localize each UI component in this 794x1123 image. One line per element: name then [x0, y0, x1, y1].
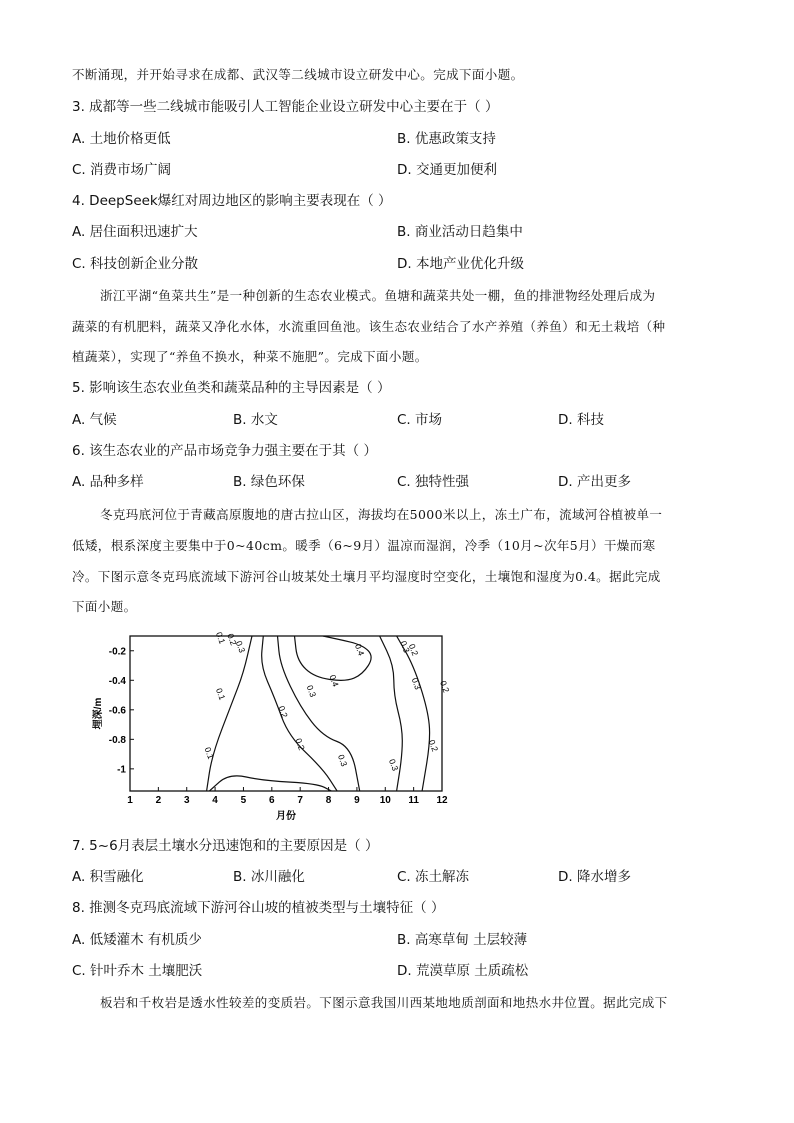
- q5-stem: 5. 影响该生态农业鱼类和蔬菜品种的主导因素是（ ）: [72, 380, 391, 396]
- contour-line-0.1: [209, 776, 331, 791]
- x-axis-label: 月份: [276, 811, 296, 822]
- contour-label: 0.3: [409, 676, 424, 691]
- x-tick-label: 1: [127, 795, 133, 806]
- q3-option-d: D. 交通更加便利: [397, 162, 497, 178]
- x-tick-label: 5: [240, 795, 247, 806]
- q7-stem: 7. 5~6月表层土壤水分迅速饱和的主要原因是（ ）: [72, 838, 379, 854]
- contour-label: 0.3: [233, 639, 248, 655]
- q3-stem: 3. 成都等一些二线城市能吸引人工智能企业设立研发中心主要在于（ ）: [72, 99, 499, 115]
- q4-option-c: C. 科技创新企业分散: [72, 256, 199, 272]
- contour-label: 0.2: [276, 704, 290, 720]
- passage3-line-3: 冷。下图示意冬克玛底流域下游河谷山坡某处土壤月平均湿度时空变化，土壤饱和湿度为0.4。据此完成: [72, 569, 661, 584]
- x-tick-label: 12: [436, 795, 448, 806]
- x-tick-label: 4: [212, 795, 218, 806]
- passage3-line-1: 冬克玛底河位于青藏高原腹地的唐古拉山区，海拔均在5000米以上，冻土广布，流域河谷植被单一: [100, 507, 663, 522]
- passage3-line-2: 低矮，根系深度主要集中于0~40cm。暖季（6~9月）温凉而湿润，冷季（10月~次年5月）干燥而寒: [72, 538, 656, 553]
- q5-option-a: A. 气候: [72, 412, 117, 428]
- contour-label: 0.3: [335, 753, 350, 768]
- q5-option-b: B. 水文: [233, 412, 278, 428]
- q4-option-a: A. 居住面积迅速扩大: [72, 224, 198, 240]
- y-tick-label: -0.6: [108, 705, 126, 717]
- passage2-line-2: 蔬菜的有机肥料，蔬菜又净化水体，水流重回鱼池。该生态农业结合了水产养殖（养鱼）和无土栽培（种: [72, 319, 666, 334]
- x-tick-label: 10: [379, 795, 391, 806]
- q6-option-a: A. 品种多样: [72, 474, 144, 490]
- q5-option-c: C. 市场: [397, 412, 443, 428]
- q6-option-d: D. 产出更多: [558, 474, 631, 490]
- contour-line-0.2: [397, 636, 430, 791]
- contour-label: 0.2: [293, 736, 307, 752]
- q4-stem: 4. DeepSeek爆红对周边地区的影响主要表现在（ ）: [72, 193, 392, 209]
- q3-option-b: B. 优惠政策支持: [397, 131, 496, 147]
- contour-label: 0.3: [398, 639, 412, 655]
- x-tick-label: 9: [354, 795, 360, 806]
- passage4-line-1: 板岩和千枚岩是透水性较差的变质岩。下图示意我国川西某地地质剖面和地热水井位置。据此完成下: [100, 995, 668, 1010]
- contour-label: 0.3: [304, 683, 319, 699]
- y-tick-label: -1: [117, 764, 126, 776]
- contour-label: 0.1: [202, 745, 217, 761]
- contour-label: 0.2: [406, 642, 421, 658]
- q7-option-b: B. 冰川融化: [233, 869, 305, 885]
- q8-option-b: B. 高寒草甸 土层较薄: [397, 932, 528, 948]
- soil-moisture-contour-chart: [95, 630, 450, 830]
- q8-option-d: D. 荒漠草原 土质疏松: [397, 963, 529, 979]
- x-tick-label: 8: [325, 795, 332, 806]
- q6-stem: 6. 该生态农业的产品市场竞争力强主要在于其（ ）: [72, 443, 377, 459]
- contour-line-0.1: [207, 636, 252, 791]
- q4-option-d: D. 本地产业优化升级: [397, 256, 524, 272]
- x-tick-label: 2: [155, 795, 162, 806]
- y-axis-label: 埋深/m: [93, 697, 104, 730]
- q6-option-b: B. 绿色环保: [233, 474, 305, 490]
- q5-option-d: D. 科技: [558, 412, 604, 428]
- passage3-line-4: 下面小题。: [72, 599, 137, 614]
- contour-label: 0.2: [438, 679, 452, 694]
- y-tick-label: -0.2: [108, 646, 126, 658]
- x-tick-label: 7: [297, 795, 303, 806]
- q8-option-c: C. 针叶乔木 土壤肥沃: [72, 963, 203, 979]
- q7-option-c: C. 冻土解冻: [397, 869, 470, 885]
- y-tick-label: -0.8: [108, 734, 126, 746]
- contour-label: 0.2: [426, 738, 441, 753]
- q3-option-c: C. 消费市场广阔: [72, 162, 172, 178]
- contour-label: 0.4: [353, 642, 367, 658]
- q6-option-c: C. 独特性强: [397, 474, 470, 490]
- q8-option-a: A. 低矮灌木 有机质少: [72, 932, 202, 948]
- contour-label: 0.1: [214, 686, 228, 702]
- passage2-line-3: 植蔬菜），实现了“养鱼不换水，种菜不施肥”。完成下面小题。: [72, 349, 428, 364]
- x-tick-label: 11: [408, 795, 419, 806]
- q8-stem: 8. 推测冬克玛底流域下游河谷山坡的植被类型与土壤特征（ ）: [72, 900, 445, 916]
- x-tick-label: 6: [269, 795, 275, 806]
- contour-label: 0.1: [214, 630, 228, 646]
- q3-option-a: A. 土地价格更低: [72, 131, 171, 147]
- intro-tail-text: 不断涌现，并开始寻求在成都、武汉等二线城市设立研发中心。完成下面小题。: [72, 67, 524, 82]
- contour-label: 0.2: [225, 632, 239, 647]
- x-tick-label: 3: [183, 795, 190, 806]
- y-tick-label: -0.4: [108, 675, 126, 687]
- q7-option-d: D. 降水增多: [558, 869, 631, 885]
- contour-label: 0.3: [387, 757, 401, 773]
- contour-label: 0.4: [327, 673, 341, 689]
- passage2-line-1: 浙江平湖“鱼菜共生”是一种创新的生态农业模式。鱼塘和蔬菜共处一棚，鱼的排泄物经处理后成为: [100, 288, 656, 303]
- q4-option-b: B. 商业活动日趋集中: [397, 224, 523, 240]
- q7-option-a: A. 积雪融化: [72, 869, 144, 885]
